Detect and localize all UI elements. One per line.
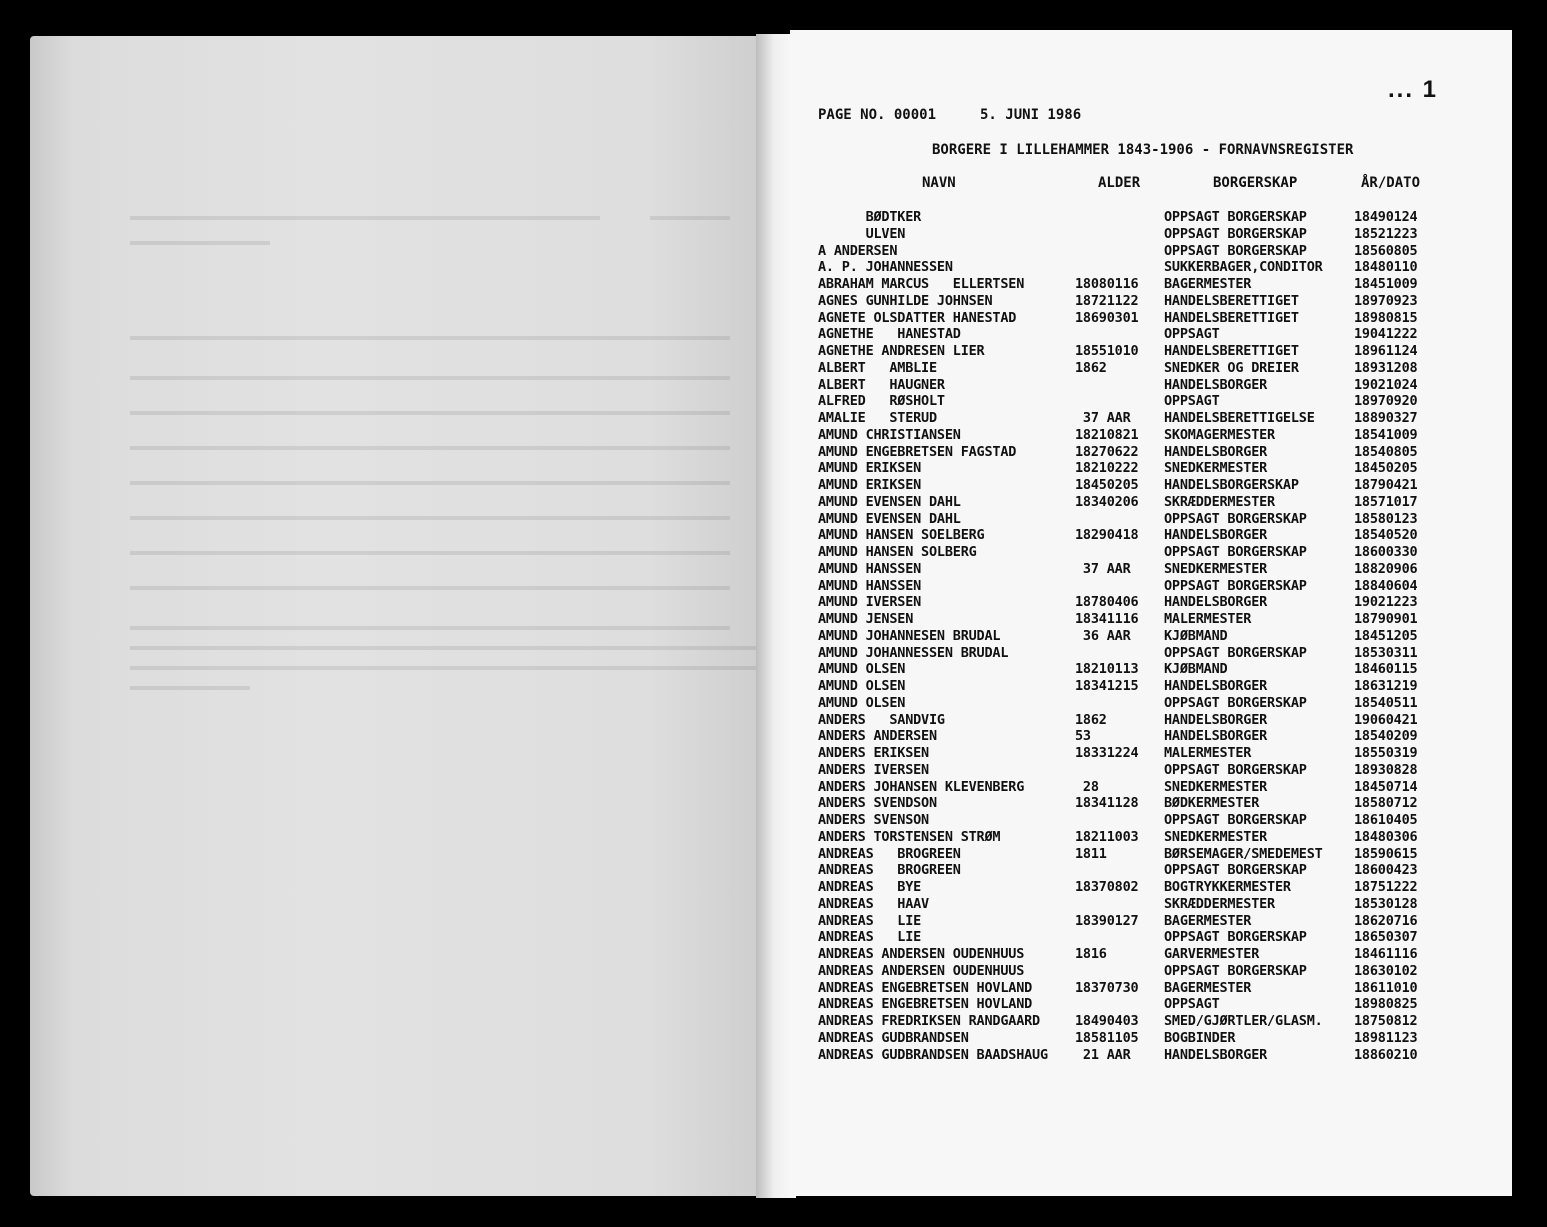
cell-date: 18480306 xyxy=(1354,828,1418,845)
table-row xyxy=(0,561,1547,578)
header-citizenship: BORGERSKAP xyxy=(1213,175,1298,191)
cell-name: AMUND ENGEBRETSEN FAGSTAD xyxy=(818,443,1017,460)
cell-age: 18490403 xyxy=(1075,1013,1139,1029)
cell-name: ANDERS JOHANSEN KLEVENBERG xyxy=(818,778,1025,795)
cell-date: 18550319 xyxy=(1354,745,1418,761)
cell-citizenship: OPPSAGT BORGERSKAP xyxy=(1164,862,1307,879)
table-row xyxy=(0,645,1547,662)
cell-age: 18340206 xyxy=(1075,493,1139,510)
cell-citizenship: HANDELSBORGER xyxy=(1164,678,1268,694)
table-row xyxy=(0,1030,1547,1047)
cell-citizenship: SNEDKER OG DREIER xyxy=(1164,359,1299,376)
cell-name: AMUND HANSSEN xyxy=(818,577,922,594)
table-row xyxy=(0,1013,1547,1030)
table-row xyxy=(0,695,1547,712)
table-row xyxy=(0,745,1547,762)
cell-date: 18540511 xyxy=(1354,694,1418,711)
page-no: PAGE NO. 00001 xyxy=(818,107,937,123)
cell-name: AMUND IVERSEN xyxy=(818,594,922,611)
cell-date: 18961124 xyxy=(1354,343,1418,359)
cell-date: 18600330 xyxy=(1354,544,1418,560)
cell-date: 18480110 xyxy=(1354,259,1418,276)
cell-name: BØDTKER xyxy=(818,209,922,225)
cell-name: AGNETHE HANESTAD xyxy=(818,326,961,343)
table-row xyxy=(0,795,1547,812)
cell-citizenship: OPPSAGT BORGERSKAP xyxy=(1164,761,1307,778)
cell-name: ANDERS ERIKSEN xyxy=(818,745,929,761)
cell-name: ANDERS ANDERSEN xyxy=(818,728,937,745)
cell-date: 18541009 xyxy=(1354,426,1418,443)
table-row xyxy=(0,410,1547,427)
cell-citizenship: BØDKERMESTER xyxy=(1164,795,1260,812)
cell-date: 18530128 xyxy=(1354,895,1418,912)
table-row xyxy=(0,779,1547,796)
cell-date: 18631219 xyxy=(1354,678,1418,694)
cell-date: 18650307 xyxy=(1354,929,1418,946)
cell-citizenship: HANDELSBERETTIGET xyxy=(1164,343,1299,359)
cell-date: 18840604 xyxy=(1354,577,1418,594)
cell-date: 18890327 xyxy=(1354,410,1418,426)
table-row xyxy=(0,963,1547,980)
table-row xyxy=(0,544,1547,561)
register-rows xyxy=(0,209,1547,1063)
cell-name: AMUND EVENSEN DAHL xyxy=(818,510,961,527)
cell-citizenship: MALERMESTER xyxy=(1164,745,1252,761)
cell-citizenship: HANDELSBORGER xyxy=(1164,527,1268,544)
table-row xyxy=(0,712,1547,729)
cell-name: ANDREAS ENGEBRETSEN HOVLAND xyxy=(818,996,1033,1013)
cell-name: AMALIE STERUD xyxy=(818,410,937,426)
cell-date: 18970920 xyxy=(1354,393,1418,410)
table-row xyxy=(0,913,1547,930)
cell-date: 18490124 xyxy=(1354,209,1418,225)
cell-name: ALFRED RØSHOLT xyxy=(818,393,945,410)
cell-citizenship: BØRSEMAGER/SMEDEMEST xyxy=(1164,845,1323,862)
cell-date: 18540520 xyxy=(1354,527,1418,544)
page-number-mark: ... 1 xyxy=(1388,76,1439,103)
cell-date: 18611010 xyxy=(1354,979,1418,996)
cell-name: ABRAHAM MARCUS ELLERTSEN xyxy=(818,276,1025,292)
cell-age: 18341215 xyxy=(1075,678,1139,694)
cell-name: AMUND HANSSEN xyxy=(818,560,922,577)
cell-date: 18820906 xyxy=(1354,560,1418,577)
table-row xyxy=(0,427,1547,444)
cell-name: ANDREAS BROGREEN xyxy=(818,845,961,862)
cell-citizenship: HANDELSBERETTIGET xyxy=(1164,292,1299,309)
cell-name: ANDERS SANDVIG xyxy=(818,711,945,728)
cell-date: 19060421 xyxy=(1354,711,1418,728)
table-row xyxy=(0,628,1547,645)
cell-name: AMUND HANSEN SOELBERG xyxy=(818,527,985,544)
cell-name: ANDERS TORSTENSEN STRØM xyxy=(818,828,1001,845)
cell-date: 18751222 xyxy=(1354,879,1418,895)
cell-name: ANDREAS ENGEBRETSEN HOVLAND xyxy=(818,979,1033,996)
cell-name: ANDREAS HAAV xyxy=(818,895,929,912)
cell-name: ANDREAS FREDRIKSEN RANDGAARD xyxy=(818,1013,1040,1029)
table-row xyxy=(0,846,1547,863)
cell-age: 18341128 xyxy=(1075,795,1139,812)
cell-citizenship: OPPSAGT BORGERSKAP xyxy=(1164,644,1307,661)
cell-citizenship: HANDELSBORGER xyxy=(1164,1046,1268,1063)
cell-date: 18590615 xyxy=(1354,845,1418,862)
cell-citizenship: KJØBMAND xyxy=(1164,627,1228,644)
cell-age: 18210113 xyxy=(1075,661,1139,678)
cell-date: 18530311 xyxy=(1354,644,1418,661)
table-row xyxy=(0,477,1547,494)
cell-date: 18860210 xyxy=(1354,1046,1418,1063)
cell-name: ANDREAS BROGREEN xyxy=(818,862,961,879)
cell-name: AMUND OLSEN xyxy=(818,661,906,678)
table-row xyxy=(0,326,1547,343)
cell-date: 18461116 xyxy=(1354,946,1418,962)
cell-date: 18980825 xyxy=(1354,996,1418,1013)
cell-citizenship: OPPSAGT BORGERSKAP xyxy=(1164,962,1307,979)
cell-age: 18331224 xyxy=(1075,745,1139,761)
cell-date: 18580123 xyxy=(1354,510,1418,527)
cell-age: 18370802 xyxy=(1075,879,1139,895)
cell-citizenship: OPPSAGT BORGERSKAP xyxy=(1164,225,1307,242)
table-row xyxy=(0,896,1547,913)
cell-citizenship: BOGBINDER xyxy=(1164,1029,1236,1046)
cell-date: 18981123 xyxy=(1354,1029,1418,1046)
table-row xyxy=(0,209,1547,226)
cell-age: 18270622 xyxy=(1075,443,1139,460)
cell-name: ANDREAS ANDERSEN OUDENHUUS xyxy=(818,946,1025,962)
cell-age: 37 AAR xyxy=(1075,410,1131,426)
cell-date: 18521223 xyxy=(1354,225,1418,242)
cell-citizenship: HANDELSBERETTIGELSE xyxy=(1164,410,1315,426)
cell-name: A ANDERSEN xyxy=(818,242,898,259)
cell-citizenship: HANDELSBORGER xyxy=(1164,728,1268,745)
cell-date: 18600423 xyxy=(1354,862,1418,879)
cell-citizenship: SUKKERBAGER,CONDITOR xyxy=(1164,259,1323,276)
cell-citizenship: BAGERMESTER xyxy=(1164,979,1252,996)
cell-age: 18341116 xyxy=(1075,611,1139,627)
cell-citizenship: HANDELSBORGER xyxy=(1164,443,1268,460)
table-row xyxy=(0,762,1547,779)
header-date: ÅR/DATO xyxy=(1361,175,1421,191)
cell-date: 18931208 xyxy=(1354,359,1418,376)
cell-age: 18780406 xyxy=(1075,594,1139,611)
cell-citizenship: BAGERMESTER xyxy=(1164,912,1252,929)
cell-citizenship: HANDELSBORGERSKAP xyxy=(1164,477,1299,493)
cell-citizenship: HANDELSBERETTIGET xyxy=(1164,309,1299,326)
cell-age: 18080116 xyxy=(1075,276,1139,292)
cell-citizenship: SKOMAGERMESTER xyxy=(1164,426,1275,443)
cell-age: 18581105 xyxy=(1075,1029,1139,1046)
cell-name: ANDERS IVERSEN xyxy=(818,761,929,778)
cell-name: ANDREAS BYE xyxy=(818,879,922,895)
table-row xyxy=(0,996,1547,1013)
cell-citizenship: OPPSAGT BORGERSKAP xyxy=(1164,510,1307,527)
cell-citizenship: BOGTRYKKERMESTER xyxy=(1164,879,1291,895)
cell-name: AMUND JENSEN xyxy=(818,611,914,627)
cell-age: 18551010 xyxy=(1075,343,1139,359)
table-row xyxy=(0,862,1547,879)
cell-name: ANDREAS LIE xyxy=(818,929,922,946)
table-row xyxy=(0,929,1547,946)
cell-name: AMUND CHRISTIANSEN xyxy=(818,426,961,443)
cell-name: AGNETHE ANDRESEN LIER xyxy=(818,343,985,359)
cell-date: 18451205 xyxy=(1354,627,1418,644)
table-row xyxy=(0,310,1547,327)
cell-name: ANDREAS GUDBRANDSEN BAADSHAUG xyxy=(818,1046,1048,1063)
cell-age: 18290418 xyxy=(1075,527,1139,544)
cell-date: 18970923 xyxy=(1354,292,1418,309)
cell-name: AMUND EVENSEN DAHL xyxy=(818,493,961,510)
cell-citizenship: MALERMESTER xyxy=(1164,611,1252,627)
cell-age: 1862 xyxy=(1075,359,1107,376)
cell-date: 18450714 xyxy=(1354,778,1418,795)
cell-citizenship: OPPSAGT BORGERSKAP xyxy=(1164,929,1307,946)
cell-name: ANDREAS ANDERSEN OUDENHUUS xyxy=(818,962,1025,979)
cell-date: 18620716 xyxy=(1354,912,1418,929)
table-row xyxy=(0,377,1547,394)
cell-date: 18750812 xyxy=(1354,1013,1418,1029)
cell-name: ANDERS SVENSON xyxy=(818,812,929,828)
table-row xyxy=(0,243,1547,260)
table-row xyxy=(0,259,1547,276)
header-age: ALDER xyxy=(1098,175,1141,191)
table-row xyxy=(0,678,1547,695)
table-row xyxy=(0,293,1547,310)
table-row xyxy=(0,594,1547,611)
cell-date: 18560805 xyxy=(1354,242,1418,259)
cell-age: 21 AAR xyxy=(1075,1046,1131,1063)
cell-age: 37 AAR xyxy=(1075,560,1131,577)
cell-name: ALBERT HAUGNER xyxy=(818,376,945,393)
cell-age: 36 AAR xyxy=(1075,627,1131,644)
cell-age: 18690301 xyxy=(1075,309,1139,326)
cell-date: 18450205 xyxy=(1354,460,1418,477)
cell-date: 18630102 xyxy=(1354,962,1418,979)
cell-citizenship: OPPSAGT xyxy=(1164,996,1220,1013)
cell-date: 18580712 xyxy=(1354,795,1418,812)
cell-citizenship: GARVERMESTER xyxy=(1164,946,1260,962)
cell-date: 19041222 xyxy=(1354,326,1418,343)
cell-citizenship: SKRÆDDERMESTER xyxy=(1164,493,1275,510)
cell-citizenship: BAGERMESTER xyxy=(1164,276,1252,292)
cell-citizenship: OPPSAGT BORGERSKAP xyxy=(1164,577,1307,594)
cell-age: 53 xyxy=(1075,728,1091,745)
cell-name: ANDREAS LIE xyxy=(818,912,922,929)
cell-citizenship: HANDELSBORGER xyxy=(1164,711,1268,728)
cell-name: AMUND JOHANNESEN BRUDAL xyxy=(818,627,1001,644)
table-row xyxy=(0,812,1547,829)
table-row xyxy=(0,611,1547,628)
header-name: NAVN xyxy=(922,175,956,191)
cell-citizenship: OPPSAGT xyxy=(1164,393,1220,410)
cell-citizenship: SMED/GJØRTLER/GLASM. xyxy=(1164,1013,1323,1029)
cell-name: AMUND ERIKSEN xyxy=(818,460,922,477)
table-row xyxy=(0,829,1547,846)
register-title: BORGERE I LILLEHAMMER 1843-1906 - FORNAVNSREGISTER xyxy=(932,142,1354,158)
cell-date: 18930828 xyxy=(1354,761,1418,778)
cell-name: ANDREAS GUDBRANDSEN xyxy=(818,1029,969,1046)
table-row xyxy=(0,946,1547,963)
cell-citizenship: HANDELSBORGER xyxy=(1164,376,1268,393)
cell-age: 18211003 xyxy=(1075,828,1139,845)
cell-date: 18540805 xyxy=(1354,443,1418,460)
cell-age: 28 xyxy=(1075,778,1099,795)
cell-citizenship: HANDELSBORGER xyxy=(1164,594,1268,611)
table-row xyxy=(0,226,1547,243)
table-row xyxy=(0,511,1547,528)
cell-age: 1816 xyxy=(1075,946,1107,962)
cell-date: 18460115 xyxy=(1354,661,1418,678)
cell-date: 18790901 xyxy=(1354,611,1418,627)
cell-date: 18980815 xyxy=(1354,309,1418,326)
cell-name: AMUND OLSEN xyxy=(818,694,906,711)
cell-date: 18571017 xyxy=(1354,493,1418,510)
table-row xyxy=(0,1047,1547,1064)
cell-citizenship: SNEDKERMESTER xyxy=(1164,460,1268,477)
cell-age: 18450205 xyxy=(1075,477,1139,493)
table-row xyxy=(0,276,1547,293)
cell-date: 18610405 xyxy=(1354,812,1418,828)
table-row xyxy=(0,444,1547,461)
cell-name: AGNES GUNHILDE JOHNSEN xyxy=(818,292,993,309)
cell-name: AMUND JOHANNESSEN BRUDAL xyxy=(818,644,1009,661)
cell-age: 18721122 xyxy=(1075,292,1139,309)
cell-name: AMUND OLSEN xyxy=(818,678,906,694)
cell-citizenship: SNEDKERMESTER xyxy=(1164,778,1268,795)
table-row xyxy=(0,527,1547,544)
cell-name: ALBERT AMBLIE xyxy=(818,359,937,376)
table-row xyxy=(0,494,1547,511)
cell-age: 18390127 xyxy=(1075,912,1139,929)
cell-citizenship: OPPSAGT xyxy=(1164,326,1220,343)
cell-name: A. P. JOHANNESSEN xyxy=(818,259,953,276)
cell-name: ANDERS SVENDSON xyxy=(818,795,937,812)
table-row xyxy=(0,343,1547,360)
table-row xyxy=(0,980,1547,997)
cell-citizenship: OPPSAGT BORGERSKAP xyxy=(1164,812,1307,828)
table-row xyxy=(0,728,1547,745)
cell-citizenship: SNEDKERMESTER xyxy=(1164,560,1268,577)
table-row xyxy=(0,460,1547,477)
cell-name: AMUND HANSEN SOLBERG xyxy=(818,544,977,560)
cell-citizenship: SKRÆDDERMESTER xyxy=(1164,895,1275,912)
table-row xyxy=(0,879,1547,896)
table-row xyxy=(0,360,1547,377)
column-headers xyxy=(0,175,1547,193)
cell-date: 19021024 xyxy=(1354,376,1418,393)
cell-citizenship: OPPSAGT BORGERSKAP xyxy=(1164,242,1307,259)
table-row xyxy=(0,393,1547,410)
table-row xyxy=(0,578,1547,595)
cell-age: 1862 xyxy=(1075,711,1107,728)
table-row xyxy=(0,661,1547,678)
cell-age: 18210821 xyxy=(1075,426,1139,443)
cell-age: 18210222 xyxy=(1075,460,1139,477)
cell-age: 1811 xyxy=(1075,845,1107,862)
print-date: 5. JUNI 1986 xyxy=(980,107,1082,123)
cell-citizenship: OPPSAGT BORGERSKAP xyxy=(1164,544,1307,560)
cell-date: 19021223 xyxy=(1354,594,1418,611)
cell-date: 18540209 xyxy=(1354,728,1418,745)
cell-name: AMUND ERIKSEN xyxy=(818,477,922,493)
cell-age: 18370730 xyxy=(1075,979,1139,996)
cell-citizenship: SNEDKERMESTER xyxy=(1164,828,1268,845)
cell-citizenship: KJØBMAND xyxy=(1164,661,1228,678)
cell-citizenship: OPPSAGT BORGERSKAP xyxy=(1164,209,1307,225)
cell-name: ULVEN xyxy=(818,225,906,242)
cell-date: 18451009 xyxy=(1354,276,1418,292)
cell-citizenship: OPPSAGT BORGERSKAP xyxy=(1164,694,1307,711)
cell-name: AGNETE OLSDATTER HANESTAD xyxy=(818,309,1017,326)
cell-date: 18790421 xyxy=(1354,477,1418,493)
